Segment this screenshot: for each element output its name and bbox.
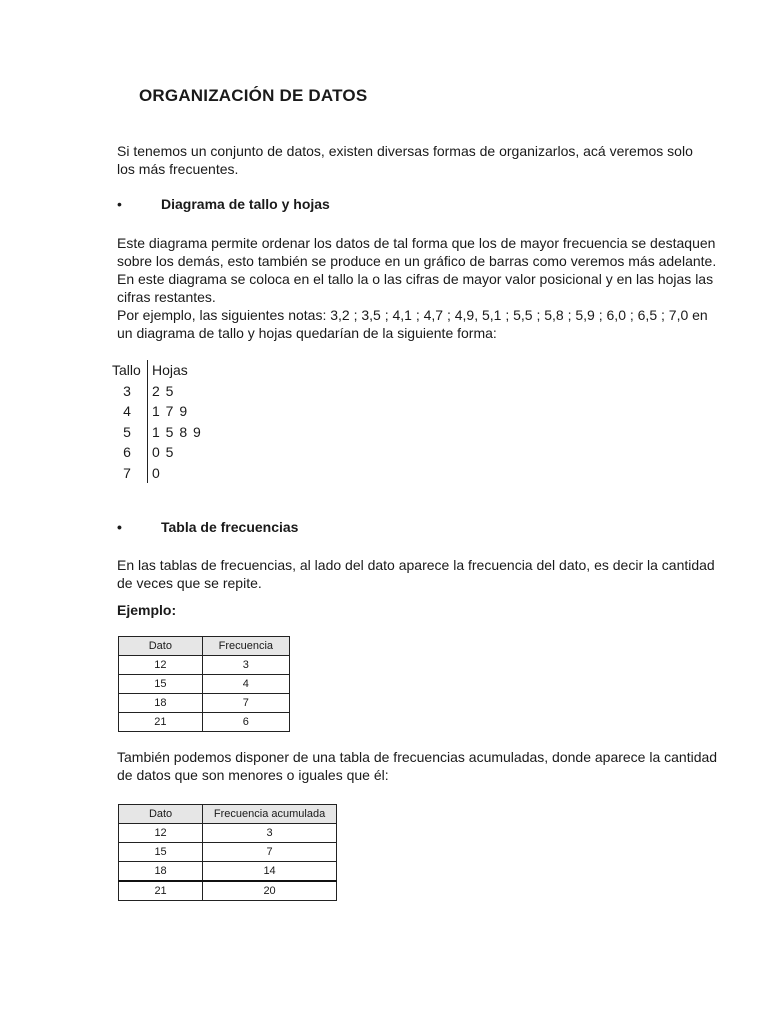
- stem-leaf-row: [110, 444, 250, 464]
- table-row: [119, 675, 290, 694]
- table-cell: 3: [202, 656, 289, 675]
- leaf-values: 1 5 8 9: [152, 424, 201, 440]
- stem-value: 3: [123, 383, 131, 399]
- table-row: [119, 881, 337, 901]
- section2-line: En las tablas de frecuencias, al lado del dato aparece la frecuencia del dato, es decir la cantidad: [117, 557, 715, 573]
- example-label: Ejemplo:: [117, 602, 177, 618]
- cumulative-line: También podemos disponer de una tabla de frecuencias acumuladas, donde aparece la cantidad: [117, 749, 718, 765]
- cumulative-frequency-table: [118, 804, 337, 901]
- table-row: [119, 713, 290, 732]
- leaf-values: 0: [152, 465, 160, 481]
- column-header: Dato: [119, 805, 203, 824]
- table-row: [119, 656, 290, 675]
- section2-heading: Tabla de frecuencias: [161, 519, 299, 535]
- table-cell: 18: [119, 862, 203, 882]
- section1-line: Por ejemplo, las siguientes notas: 3,2 ; 3,5 ; 4,1 ; 4,7 ; 4,9, 5,1 ; 5,5 ; 5,8 ; 5,9 ; 6,0 ; 6,5 ; 7,0 en: [117, 307, 708, 323]
- column-header: Dato: [119, 637, 203, 656]
- table-row: [119, 843, 337, 862]
- table-row: [119, 694, 290, 713]
- section1-paragraph: [117, 234, 717, 342]
- cumulative-paragraph: [117, 748, 717, 784]
- section1-line: Este diagrama permite ordenar los datos de tal forma que los de mayor frecuencia se destaquen: [117, 235, 716, 251]
- section1-line: cifras restantes.: [117, 289, 216, 305]
- stem-leaf-row: [110, 465, 250, 485]
- table-cell: 15: [119, 675, 203, 694]
- stem-header: Tallo: [112, 362, 141, 378]
- table-cell: 3: [203, 824, 337, 843]
- table-row: [119, 862, 337, 882]
- leaf-values: 2 5: [152, 383, 174, 399]
- page-title: ORGANIZACIÓN DE DATOS: [139, 86, 368, 105]
- leaf-values: 1 7 9: [152, 403, 188, 419]
- stem-value: 6: [123, 444, 131, 460]
- stem-value: 7: [123, 465, 131, 481]
- intro-paragraph: [117, 142, 717, 178]
- section1-bullet: [117, 196, 122, 214]
- leaves-header: Hojas: [152, 362, 188, 378]
- column-header: Frecuencia: [202, 637, 289, 656]
- table-cell: 6: [202, 713, 289, 732]
- stem-value: 4: [123, 403, 131, 419]
- stem-leaf-row: [110, 403, 250, 423]
- bullet-icon: •: [117, 196, 122, 212]
- stem-value: 5: [123, 424, 131, 440]
- table-header-row: [119, 637, 290, 656]
- table-cell: 21: [119, 713, 203, 732]
- section1-heading: Diagrama de tallo y hojas: [161, 196, 330, 212]
- section1-line: un diagrama de tallo y hojas quedarían de la siguiente forma:: [117, 325, 497, 341]
- table-row: [119, 824, 337, 843]
- leaf-values: 0 5: [152, 444, 174, 460]
- table-cell: 21: [119, 881, 203, 901]
- frequency-table: [118, 636, 290, 732]
- section2-bullet: [117, 519, 122, 537]
- section1-line: En este diagrama se coloca en el tallo la o las cifras de mayor valor posicional y en las hojas las: [117, 271, 714, 287]
- intro-line: Si tenemos un conjunto de datos, existen diversas formas de organizarlos, acá veremos solo: [117, 143, 693, 159]
- table-cell: 7: [202, 694, 289, 713]
- column-header: Frecuencia acumulada: [203, 805, 337, 824]
- table-cell: 15: [119, 843, 203, 862]
- table-cell: 20: [203, 881, 337, 901]
- table-cell: 12: [119, 824, 203, 843]
- cumulative-line: de datos que son menores o iguales que él:: [117, 767, 389, 783]
- section1-line: sobre los demás, esto también se produce en un gráfico de barras como veremos más adelante.: [117, 253, 717, 269]
- table-cell: 4: [202, 675, 289, 694]
- stem-leaf-row: [110, 424, 250, 444]
- intro-line: los más frecuentes.: [117, 161, 239, 177]
- stem-leaf-row: [110, 383, 250, 403]
- section2-paragraph: [117, 556, 717, 592]
- bullet-icon: •: [117, 519, 122, 535]
- table-cell: 14: [203, 862, 337, 882]
- section2-line: de veces que se repite.: [117, 575, 262, 591]
- table-cell: 12: [119, 656, 203, 675]
- table-cell: 18: [119, 694, 203, 713]
- table-cell: 7: [203, 843, 337, 862]
- table-header-row: [119, 805, 337, 824]
